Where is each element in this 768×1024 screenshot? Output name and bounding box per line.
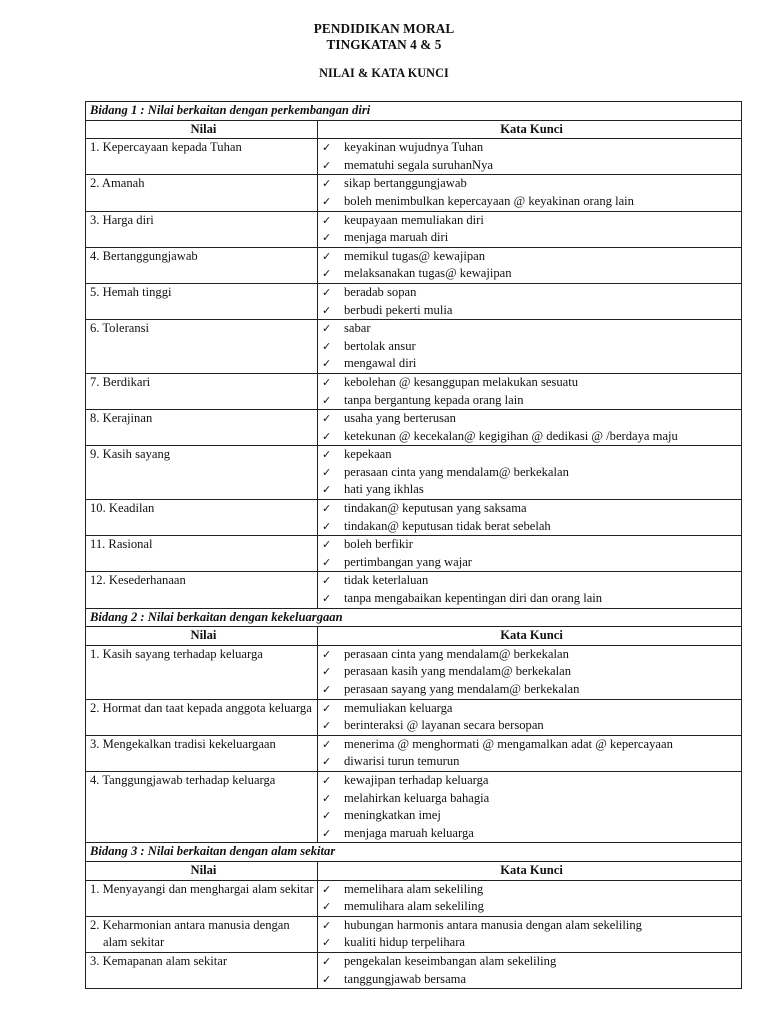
list-item <box>322 302 741 320</box>
kata-kunci-text: kewajipan terhadap keluarga <box>344 772 489 787</box>
nilai-label: 3. Mengekalkan tradisi kekeluargaan <box>90 736 276 751</box>
nilai-cell <box>86 283 318 319</box>
kata-kunci-list <box>322 700 741 735</box>
nilai-label: 6. Toleransi <box>90 321 150 336</box>
kata-kunci-text: berinteraksi @ layanan secara bersopan <box>344 718 544 733</box>
checkmark-icon: ✓ <box>322 375 332 389</box>
checkmark-icon: ✓ <box>322 303 332 317</box>
list-item <box>322 410 741 428</box>
list-item <box>322 934 741 952</box>
table-row <box>86 175 742 211</box>
column-header-kata-kunci: Kata Kunci <box>318 120 742 139</box>
kata-kunci-cell <box>318 283 742 319</box>
list-item <box>322 464 741 482</box>
nilai-cell <box>86 735 318 771</box>
checkmark-icon: ✓ <box>322 574 332 588</box>
kata-kunci-list <box>322 917 741 952</box>
kata-kunci-cell <box>318 320 742 374</box>
nilai-label: 12. Kesederhanaan <box>90 573 186 588</box>
nilai-cell <box>86 175 318 211</box>
checkmark-icon: ✓ <box>322 177 332 191</box>
nilai-label: 2. Keharmonian antara manusia dengan alam sekitar <box>90 917 290 950</box>
nilai-label: 11. Rasional <box>90 537 153 552</box>
table-row <box>86 410 742 446</box>
checkmark-icon: ✓ <box>322 158 332 172</box>
kata-kunci-text: perasaan cinta yang mendalam@ berkekalan <box>344 646 569 661</box>
kata-kunci-text: tindakan@ keputusan tidak berat sebelah <box>344 518 551 533</box>
table-row <box>86 645 742 699</box>
section-title-row <box>86 608 742 627</box>
values-table <box>85 101 742 989</box>
nilai-label: 1. Kepercayaan kepada Tuhan <box>90 140 242 155</box>
list-item <box>322 772 741 790</box>
kata-kunci-list <box>322 772 741 842</box>
kata-kunci-text: keyakinan wujudnya Tuhan <box>344 140 484 155</box>
kata-kunci-cell <box>318 536 742 572</box>
kata-kunci-cell <box>318 699 742 735</box>
kata-kunci-list <box>322 410 741 445</box>
kata-kunci-text: tindakan@ keputusan yang saksama <box>344 501 527 516</box>
column-header-kata-kunci: Kata Kunci <box>318 861 742 880</box>
list-item <box>322 590 741 608</box>
list-item <box>322 646 741 664</box>
nilai-cell <box>86 446 318 500</box>
nilai-cell <box>86 320 318 374</box>
kata-kunci-list <box>322 953 741 988</box>
checkmark-icon: ✓ <box>322 701 332 715</box>
checkmark-icon: ✓ <box>322 213 332 227</box>
kata-kunci-cell <box>318 446 742 500</box>
checkmark-icon: ✓ <box>322 954 332 968</box>
table-row <box>86 247 742 283</box>
kata-kunci-cell <box>318 572 742 608</box>
list-item <box>322 953 741 971</box>
kata-kunci-list <box>322 500 741 535</box>
kata-kunci-text: tanpa bergantung kepada orang lain <box>344 392 524 407</box>
kata-kunci-cell <box>318 645 742 699</box>
checkmark-icon: ✓ <box>322 791 332 805</box>
kata-kunci-cell <box>318 952 742 988</box>
nilai-label: 7. Berdikari <box>90 374 151 389</box>
column-header-kata-kunci: Kata Kunci <box>318 627 742 646</box>
kata-kunci-cell <box>318 500 742 536</box>
list-item <box>322 898 741 916</box>
nilai-cell <box>86 771 318 842</box>
kata-kunci-text: hati yang ikhlas <box>344 482 424 497</box>
checkmark-icon: ✓ <box>322 483 332 497</box>
checkmark-icon: ✓ <box>322 972 332 986</box>
nilai-cell <box>86 536 318 572</box>
kata-kunci-list <box>322 736 741 771</box>
list-item <box>322 212 741 230</box>
kata-kunci-text: menjaga maruah diri <box>344 230 449 245</box>
list-item <box>322 374 741 392</box>
kata-kunci-cell <box>318 916 742 952</box>
kata-kunci-list <box>322 374 741 409</box>
table-row <box>86 572 742 608</box>
table-row <box>86 211 742 247</box>
kata-kunci-cell <box>318 735 742 771</box>
list-item <box>322 500 741 518</box>
kata-kunci-text: sikap bertanggungjawab <box>344 176 467 191</box>
checkmark-icon: ✓ <box>322 231 332 245</box>
kata-kunci-list <box>322 284 741 319</box>
document-heading: NILAI & KATA KUNCI <box>319 66 449 80</box>
column-header-nilai: Nilai <box>86 861 318 880</box>
kata-kunci-text: kepekaan <box>344 447 392 462</box>
list-item <box>322 446 741 464</box>
kata-kunci-list <box>322 248 741 283</box>
list-item <box>322 717 741 735</box>
kata-kunci-list <box>322 139 741 174</box>
checkmark-icon: ✓ <box>322 773 332 787</box>
table-row <box>86 373 742 409</box>
checkmark-icon: ✓ <box>322 339 332 353</box>
kata-kunci-list <box>322 212 741 247</box>
table-row <box>86 139 742 175</box>
kata-kunci-text: tanggungjawab bersama <box>344 971 467 986</box>
nilai-label: 5. Hemah tinggi <box>90 284 172 299</box>
checkmark-icon: ✓ <box>322 683 332 696</box>
kata-kunci-text: berbudi pekerti mulia <box>344 302 453 317</box>
kata-kunci-text: menjaga maruah keluarga <box>344 825 474 840</box>
checkmark-icon: ✓ <box>322 936 332 950</box>
list-item <box>322 248 741 266</box>
list-item <box>322 175 741 193</box>
kata-kunci-text: beradab sopan <box>344 284 417 299</box>
list-item <box>322 917 741 935</box>
document-subtitle-level: TINGKATAN 4 & 5 <box>326 36 442 52</box>
list-item <box>322 807 741 825</box>
section-title: Bidang 1 : Nilai berkaitan dengan perkembangan diri <box>86 102 742 121</box>
checkmark-icon: ✓ <box>322 737 332 751</box>
nilai-label: 1. Menyayangi dan menghargai alam sekitar <box>90 881 314 896</box>
kata-kunci-cell <box>318 771 742 842</box>
kata-kunci-cell <box>318 373 742 409</box>
nilai-label: 8. Kerajinan <box>90 411 153 426</box>
checkmark-icon: ✓ <box>322 647 332 661</box>
table-row <box>86 446 742 500</box>
kata-kunci-text: menerima @ menghormati @ mengamalkan adat @ kepercayaan <box>344 736 673 751</box>
kata-kunci-list <box>322 881 741 916</box>
kata-kunci-text: diwarisi turun temurun <box>344 754 460 769</box>
kata-kunci-text: tanpa mengabaikan kepentingan diri dan orang lain <box>344 591 603 606</box>
list-item <box>322 753 741 771</box>
table-row <box>86 500 742 536</box>
nilai-label: 4. Bertanggungjawab <box>90 248 198 263</box>
table-row <box>86 536 742 572</box>
kata-kunci-list <box>322 175 741 210</box>
kata-kunci-text: tidak keterlaluan <box>344 573 429 588</box>
nilai-cell <box>86 916 318 952</box>
nilai-label: 3. Harga diri <box>90 212 154 227</box>
column-header-row <box>86 627 742 646</box>
nilai-label: 1. Kasih sayang terhadap keluarga <box>90 646 263 661</box>
table-row <box>86 916 742 952</box>
nilai-label: 2. Hormat dan taat kepada anggota keluarga <box>90 700 312 715</box>
kata-kunci-text: sabar <box>344 321 371 336</box>
nilai-cell <box>86 247 318 283</box>
kata-kunci-text: memuliakan keluarga <box>344 700 453 715</box>
list-item <box>322 265 741 283</box>
kata-kunci-text: kebolehan @ kesanggupan melakukan sesuatu <box>344 374 579 389</box>
document-title: PENDIDIKAN MORAL <box>313 21 455 36</box>
checkmark-icon: ✓ <box>322 448 332 462</box>
checkmark-icon: ✓ <box>322 755 332 769</box>
nilai-cell <box>86 572 318 608</box>
table-row <box>86 735 742 771</box>
table-row <box>86 771 742 842</box>
list-item <box>322 971 741 989</box>
kata-kunci-text: bertolak ansur <box>344 338 416 353</box>
list-item <box>322 736 741 754</box>
checkmark-icon: ✓ <box>322 918 332 932</box>
nilai-cell <box>86 211 318 247</box>
checkmark-icon: ✓ <box>322 141 332 155</box>
checkmark-icon: ✓ <box>322 267 332 281</box>
kata-kunci-text: memulihara alam sekeliling <box>344 899 484 914</box>
kata-kunci-text: usaha yang berterusan <box>344 411 456 426</box>
kata-kunci-list <box>322 646 741 699</box>
list-item <box>322 284 741 302</box>
list-item <box>322 572 741 590</box>
list-item <box>322 536 741 554</box>
nilai-cell <box>86 373 318 409</box>
values-table-body <box>86 102 742 989</box>
kata-kunci-cell <box>318 139 742 175</box>
kata-kunci-text: boleh menimbulkan kepercayaan @ keyakinan orang lain <box>344 193 634 208</box>
kata-kunci-list <box>322 536 741 571</box>
checkmark-icon: ✓ <box>322 900 332 914</box>
nilai-label: 2. Amanah <box>90 176 145 191</box>
checkmark-icon: ✓ <box>322 555 332 569</box>
list-item <box>322 157 741 175</box>
kata-kunci-text: melaksanakan tugas@ kewajipan <box>344 266 512 281</box>
nilai-label: 4. Tanggungjawab terhadap keluarga <box>90 772 276 787</box>
nilai-label: 9. Kasih sayang <box>90 447 171 462</box>
kata-kunci-cell <box>318 175 742 211</box>
table-row <box>86 283 742 319</box>
nilai-cell <box>86 500 318 536</box>
nilai-cell <box>86 410 318 446</box>
checkmark-icon: ✓ <box>322 538 332 552</box>
checkmark-icon: ✓ <box>322 194 332 208</box>
list-item <box>322 392 741 410</box>
nilai-cell <box>86 880 318 916</box>
checkmark-icon: ✓ <box>322 809 332 823</box>
checkmark-icon: ✓ <box>322 322 332 336</box>
page-header <box>0 21 768 82</box>
kata-kunci-cell <box>318 247 742 283</box>
list-item <box>322 338 741 356</box>
checkmark-icon: ✓ <box>322 665 332 679</box>
kata-kunci-text: kualiti hidup terpelihara <box>344 935 465 950</box>
kata-kunci-text: boleh berfikir <box>344 537 413 552</box>
list-item <box>322 193 741 211</box>
checkmark-icon: ✓ <box>322 719 332 733</box>
list-item <box>322 320 741 338</box>
list-item <box>322 681 741 699</box>
kata-kunci-text: keupayaan memuliakan diri <box>344 212 484 227</box>
list-item <box>322 428 741 446</box>
table-row <box>86 952 742 988</box>
checkmark-icon: ✓ <box>322 465 332 479</box>
checkmark-icon: ✓ <box>322 826 332 840</box>
nilai-cell <box>86 699 318 735</box>
nilai-cell <box>86 952 318 988</box>
table-row <box>86 880 742 916</box>
kata-kunci-cell <box>318 211 742 247</box>
column-header-row <box>86 120 742 139</box>
list-item <box>322 881 741 899</box>
checkmark-icon: ✓ <box>322 249 332 263</box>
checkmark-icon: ✓ <box>322 357 332 371</box>
checkmark-icon: ✓ <box>322 412 332 426</box>
kata-kunci-text: meningkatkan imej <box>344 808 441 823</box>
section-title: Bidang 2 : Nilai berkaitan dengan kekeluargaan <box>86 608 742 627</box>
column-header-row <box>86 861 742 880</box>
section-title-row <box>86 843 742 862</box>
nilai-cell <box>86 645 318 699</box>
list-item <box>322 790 741 808</box>
kata-kunci-text: pengekalan keseimbangan alam sekeliling <box>344 953 557 968</box>
kata-kunci-text: mematuhi segala suruhanNya <box>344 157 493 172</box>
kata-kunci-cell <box>318 410 742 446</box>
checkmark-icon: ✓ <box>322 393 332 407</box>
list-item <box>322 663 741 681</box>
list-item <box>322 481 741 499</box>
kata-kunci-text: perasaan cinta yang mendalam@ berkekalan <box>344 464 569 479</box>
nilai-label: 3. Kemapanan alam sekitar <box>90 953 228 968</box>
list-item <box>322 355 741 373</box>
kata-kunci-text: memelihara alam sekeliling <box>344 881 484 896</box>
kata-kunci-text: hubungan harmonis antara manusia dengan alam sekeliling <box>344 917 642 932</box>
list-item <box>322 229 741 247</box>
kata-kunci-text: melahirkan keluarga bahagia <box>344 790 490 805</box>
list-item <box>322 554 741 572</box>
kata-kunci-cell <box>318 880 742 916</box>
nilai-label: 10. Keadilan <box>90 501 155 516</box>
list-item <box>322 825 741 843</box>
checkmark-icon: ✓ <box>322 882 332 896</box>
checkmark-icon: ✓ <box>322 285 332 299</box>
kata-kunci-text: pertimbangan yang wajar <box>344 554 472 569</box>
list-item <box>322 700 741 718</box>
list-item <box>322 518 741 536</box>
checkmark-icon: ✓ <box>322 592 332 606</box>
checkmark-icon: ✓ <box>322 429 332 443</box>
section-title: Bidang 3 : Nilai berkaitan dengan alam sekitar <box>86 843 742 862</box>
checkmark-icon: ✓ <box>322 519 332 533</box>
section-title-row <box>86 102 742 121</box>
kata-kunci-text: ketekunan @ kecekalan@ kegigihan @ dedikasi @ /berdaya maju <box>344 428 678 443</box>
kata-kunci-text: memikul tugas@ kewajipan <box>344 248 486 263</box>
kata-kunci-list <box>322 320 741 373</box>
checkmark-icon: ✓ <box>322 502 332 516</box>
column-header-nilai: Nilai <box>86 120 318 139</box>
nilai-cell <box>86 139 318 175</box>
kata-kunci-text: perasaan sayang yang mendalam@ berkekalan <box>344 682 580 696</box>
column-header-nilai: Nilai <box>86 627 318 646</box>
table-row <box>86 699 742 735</box>
table-row <box>86 320 742 374</box>
kata-kunci-text: perasaan kasih yang mendalam@ berkekalan <box>344 664 571 679</box>
kata-kunci-list <box>322 446 741 499</box>
kata-kunci-text: mengawal diri <box>344 356 417 371</box>
kata-kunci-list <box>322 572 741 607</box>
list-item <box>322 139 741 157</box>
